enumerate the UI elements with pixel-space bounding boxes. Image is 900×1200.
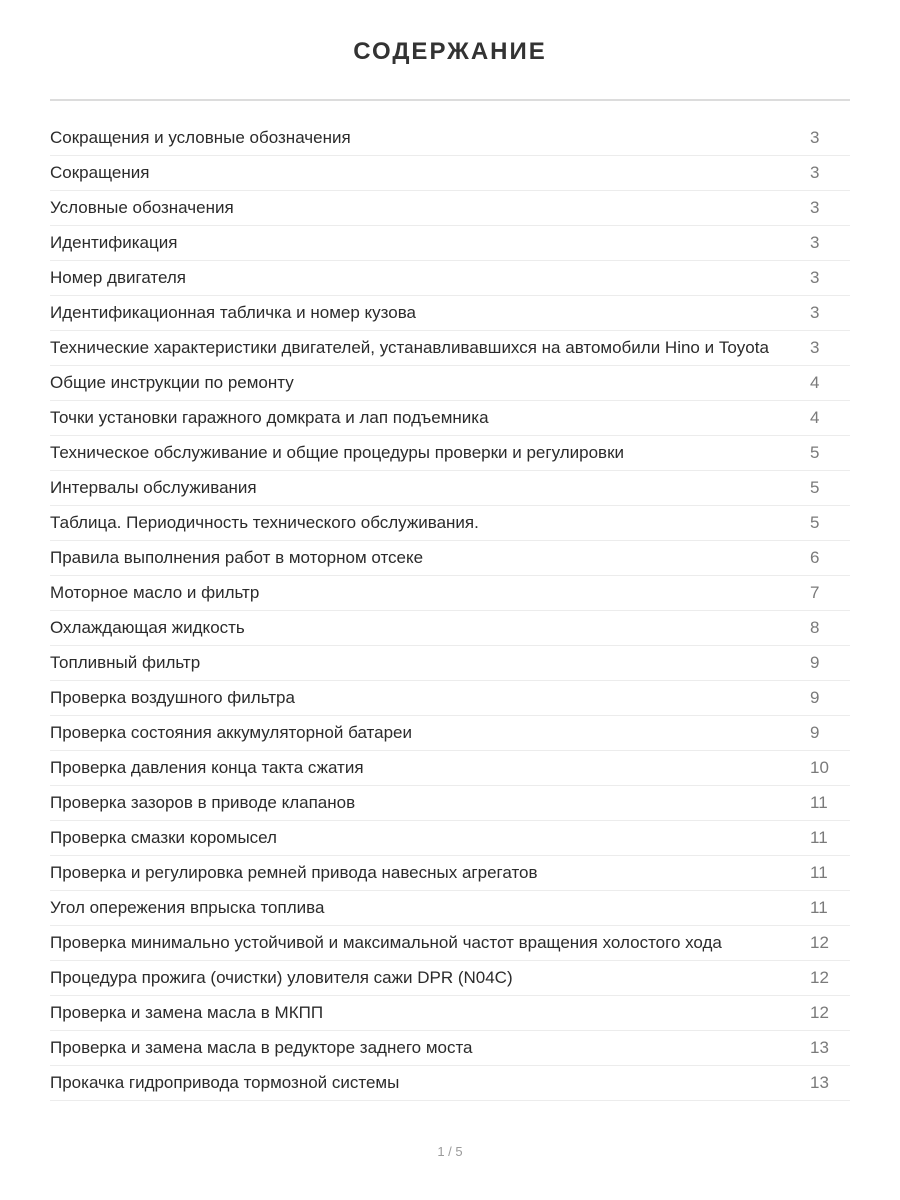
toc-entry-page: 9 bbox=[810, 688, 820, 707]
toc-entry[interactable] bbox=[50, 506, 850, 541]
toc-entry-page: 3 bbox=[810, 268, 820, 287]
toc-entry-page: 3 bbox=[810, 198, 820, 217]
toc-entry[interactable] bbox=[50, 1031, 850, 1066]
toc-entry-page: 5 bbox=[810, 513, 820, 532]
toc-entry[interactable] bbox=[50, 611, 850, 646]
toc-entry-title[interactable]: Общие инструкции по ремонту bbox=[50, 373, 294, 392]
toc-entry-title[interactable]: Условные обозначения bbox=[50, 198, 234, 217]
toc-entry-title[interactable]: Проверка давления конца такта сжатия bbox=[50, 758, 364, 777]
toc-entry-page: 11 bbox=[810, 828, 828, 847]
toc-entry-page: 5 bbox=[810, 478, 820, 497]
toc-entry[interactable] bbox=[50, 856, 850, 891]
toc-entry[interactable] bbox=[50, 996, 850, 1031]
toc-entry-page: 9 bbox=[810, 723, 820, 742]
toc-list bbox=[50, 121, 850, 1101]
toc-entry-title[interactable]: Сокращения и условные обозначения bbox=[50, 128, 351, 147]
toc-entry-page: 12 bbox=[810, 933, 829, 952]
toc-entry-title[interactable]: Проверка смазки коромысел bbox=[50, 828, 277, 847]
toc-entry-page: 9 bbox=[810, 653, 820, 672]
toc-entry[interactable] bbox=[50, 681, 850, 716]
toc-entry-title[interactable]: Топливный фильтр bbox=[50, 653, 201, 672]
toc-entry-title[interactable]: Идентификация bbox=[50, 233, 178, 252]
toc-entry[interactable] bbox=[50, 1066, 850, 1101]
toc-entry-title[interactable]: Проверка и замена масла в МКПП bbox=[50, 1003, 324, 1022]
toc-entry-page: 7 bbox=[810, 583, 820, 602]
toc-entry-title[interactable]: Технические характеристики двигателей, устанавливавшихся на автомобили Hino и Toyota bbox=[50, 338, 769, 357]
toc-entry-page: 11 bbox=[810, 898, 828, 917]
toc-entry[interactable] bbox=[50, 786, 850, 821]
toc-entry-title[interactable]: Процедура прожига (очистки) уловителя сажи DPR (N04C) bbox=[50, 968, 513, 987]
toc-entry[interactable] bbox=[50, 436, 850, 471]
toc-entry-page: 12 bbox=[810, 1003, 829, 1022]
toc-entry-page: 8 bbox=[810, 618, 820, 637]
toc-entry[interactable] bbox=[50, 576, 850, 611]
toc-entry[interactable] bbox=[50, 296, 850, 331]
toc-entry-page: 3 bbox=[810, 163, 820, 182]
title-divider bbox=[50, 99, 850, 101]
toc-entry[interactable] bbox=[50, 156, 850, 191]
toc-entry-page: 11 bbox=[810, 793, 828, 812]
toc-entry-page: 4 bbox=[810, 373, 820, 392]
toc-entry-title[interactable]: Правила выполнения работ в моторном отсеке bbox=[50, 548, 424, 567]
toc-entry-title[interactable]: Сокращения bbox=[50, 163, 150, 182]
toc-entry-title[interactable]: Проверка минимально устойчивой и максимальной частот вращения холостого хода bbox=[50, 933, 722, 952]
toc-entry-title[interactable]: Проверка состояния аккумуляторной батареи bbox=[50, 723, 412, 742]
toc-entry-page: 3 bbox=[810, 338, 820, 357]
toc-entry-page: 3 bbox=[810, 303, 820, 322]
toc-entry[interactable] bbox=[50, 471, 850, 506]
toc-entry[interactable] bbox=[50, 716, 850, 751]
toc-entry-page: 11 bbox=[810, 863, 828, 882]
toc-entry-title[interactable]: Прокачка гидропривода тормозной системы bbox=[50, 1073, 400, 1092]
toc-entry-page: 6 bbox=[810, 548, 820, 567]
toc-entry[interactable] bbox=[50, 751, 850, 786]
toc-entry-page: 5 bbox=[810, 443, 820, 462]
toc-entry-title[interactable]: Проверка зазоров в приводе клапанов bbox=[50, 793, 356, 812]
toc-entry-title[interactable]: Проверка и замена масла в редукторе заднего моста bbox=[50, 1038, 473, 1057]
page-indicator: 1 / 5 bbox=[437, 1144, 463, 1159]
toc-entry-title[interactable]: Угол опережения впрыска топлива bbox=[50, 898, 325, 917]
toc-entry-page: 3 bbox=[810, 128, 820, 147]
toc-entry[interactable] bbox=[50, 226, 850, 261]
toc-entry-title[interactable]: Проверка и регулировка ремней привода навесных агрегатов bbox=[50, 863, 538, 882]
toc-entry-page: 13 bbox=[810, 1073, 829, 1092]
toc-entry[interactable] bbox=[50, 541, 850, 576]
toc-entry-page: 3 bbox=[810, 233, 820, 252]
toc-entry-title[interactable]: Точки установки гаражного домкрата и лап подъемника bbox=[50, 408, 489, 427]
toc-entry-page: 10 bbox=[810, 758, 829, 777]
toc-entry-title[interactable]: Техническое обслуживание и общие процедуры проверки и регулировки bbox=[50, 443, 625, 462]
toc-entry[interactable] bbox=[50, 926, 850, 961]
toc-entry-title[interactable]: Охлаждающая жидкость bbox=[50, 618, 245, 637]
toc-entry-title[interactable]: Интервалы обслуживания bbox=[50, 478, 257, 497]
toc-entry[interactable] bbox=[50, 331, 850, 366]
toc-entry-page: 12 bbox=[810, 968, 829, 987]
toc-entry-title[interactable]: Моторное масло и фильтр bbox=[50, 583, 260, 602]
toc-entry-title[interactable]: Номер двигателя bbox=[50, 268, 187, 287]
toc-entry-page: 4 bbox=[810, 408, 820, 427]
toc-entry[interactable] bbox=[50, 121, 850, 156]
toc-entry[interactable] bbox=[50, 891, 850, 926]
page-title: СОДЕРЖАНИЕ bbox=[353, 38, 547, 65]
toc-entry[interactable] bbox=[50, 261, 850, 296]
toc-entry-page: 13 bbox=[810, 1038, 829, 1057]
toc-entry-title[interactable]: Проверка воздушного фильтра bbox=[50, 688, 295, 707]
toc-entry[interactable] bbox=[50, 191, 850, 226]
toc-entry[interactable] bbox=[50, 961, 850, 996]
toc-entry[interactable] bbox=[50, 401, 850, 436]
toc-entry-title[interactable]: Идентификационная табличка и номер кузова bbox=[50, 303, 417, 322]
toc-entry[interactable] bbox=[50, 821, 850, 856]
toc-entry[interactable] bbox=[50, 366, 850, 401]
toc-entry-title[interactable]: Таблица. Периодичность технического обслуживания. bbox=[50, 513, 479, 532]
toc-entry[interactable] bbox=[50, 646, 850, 681]
